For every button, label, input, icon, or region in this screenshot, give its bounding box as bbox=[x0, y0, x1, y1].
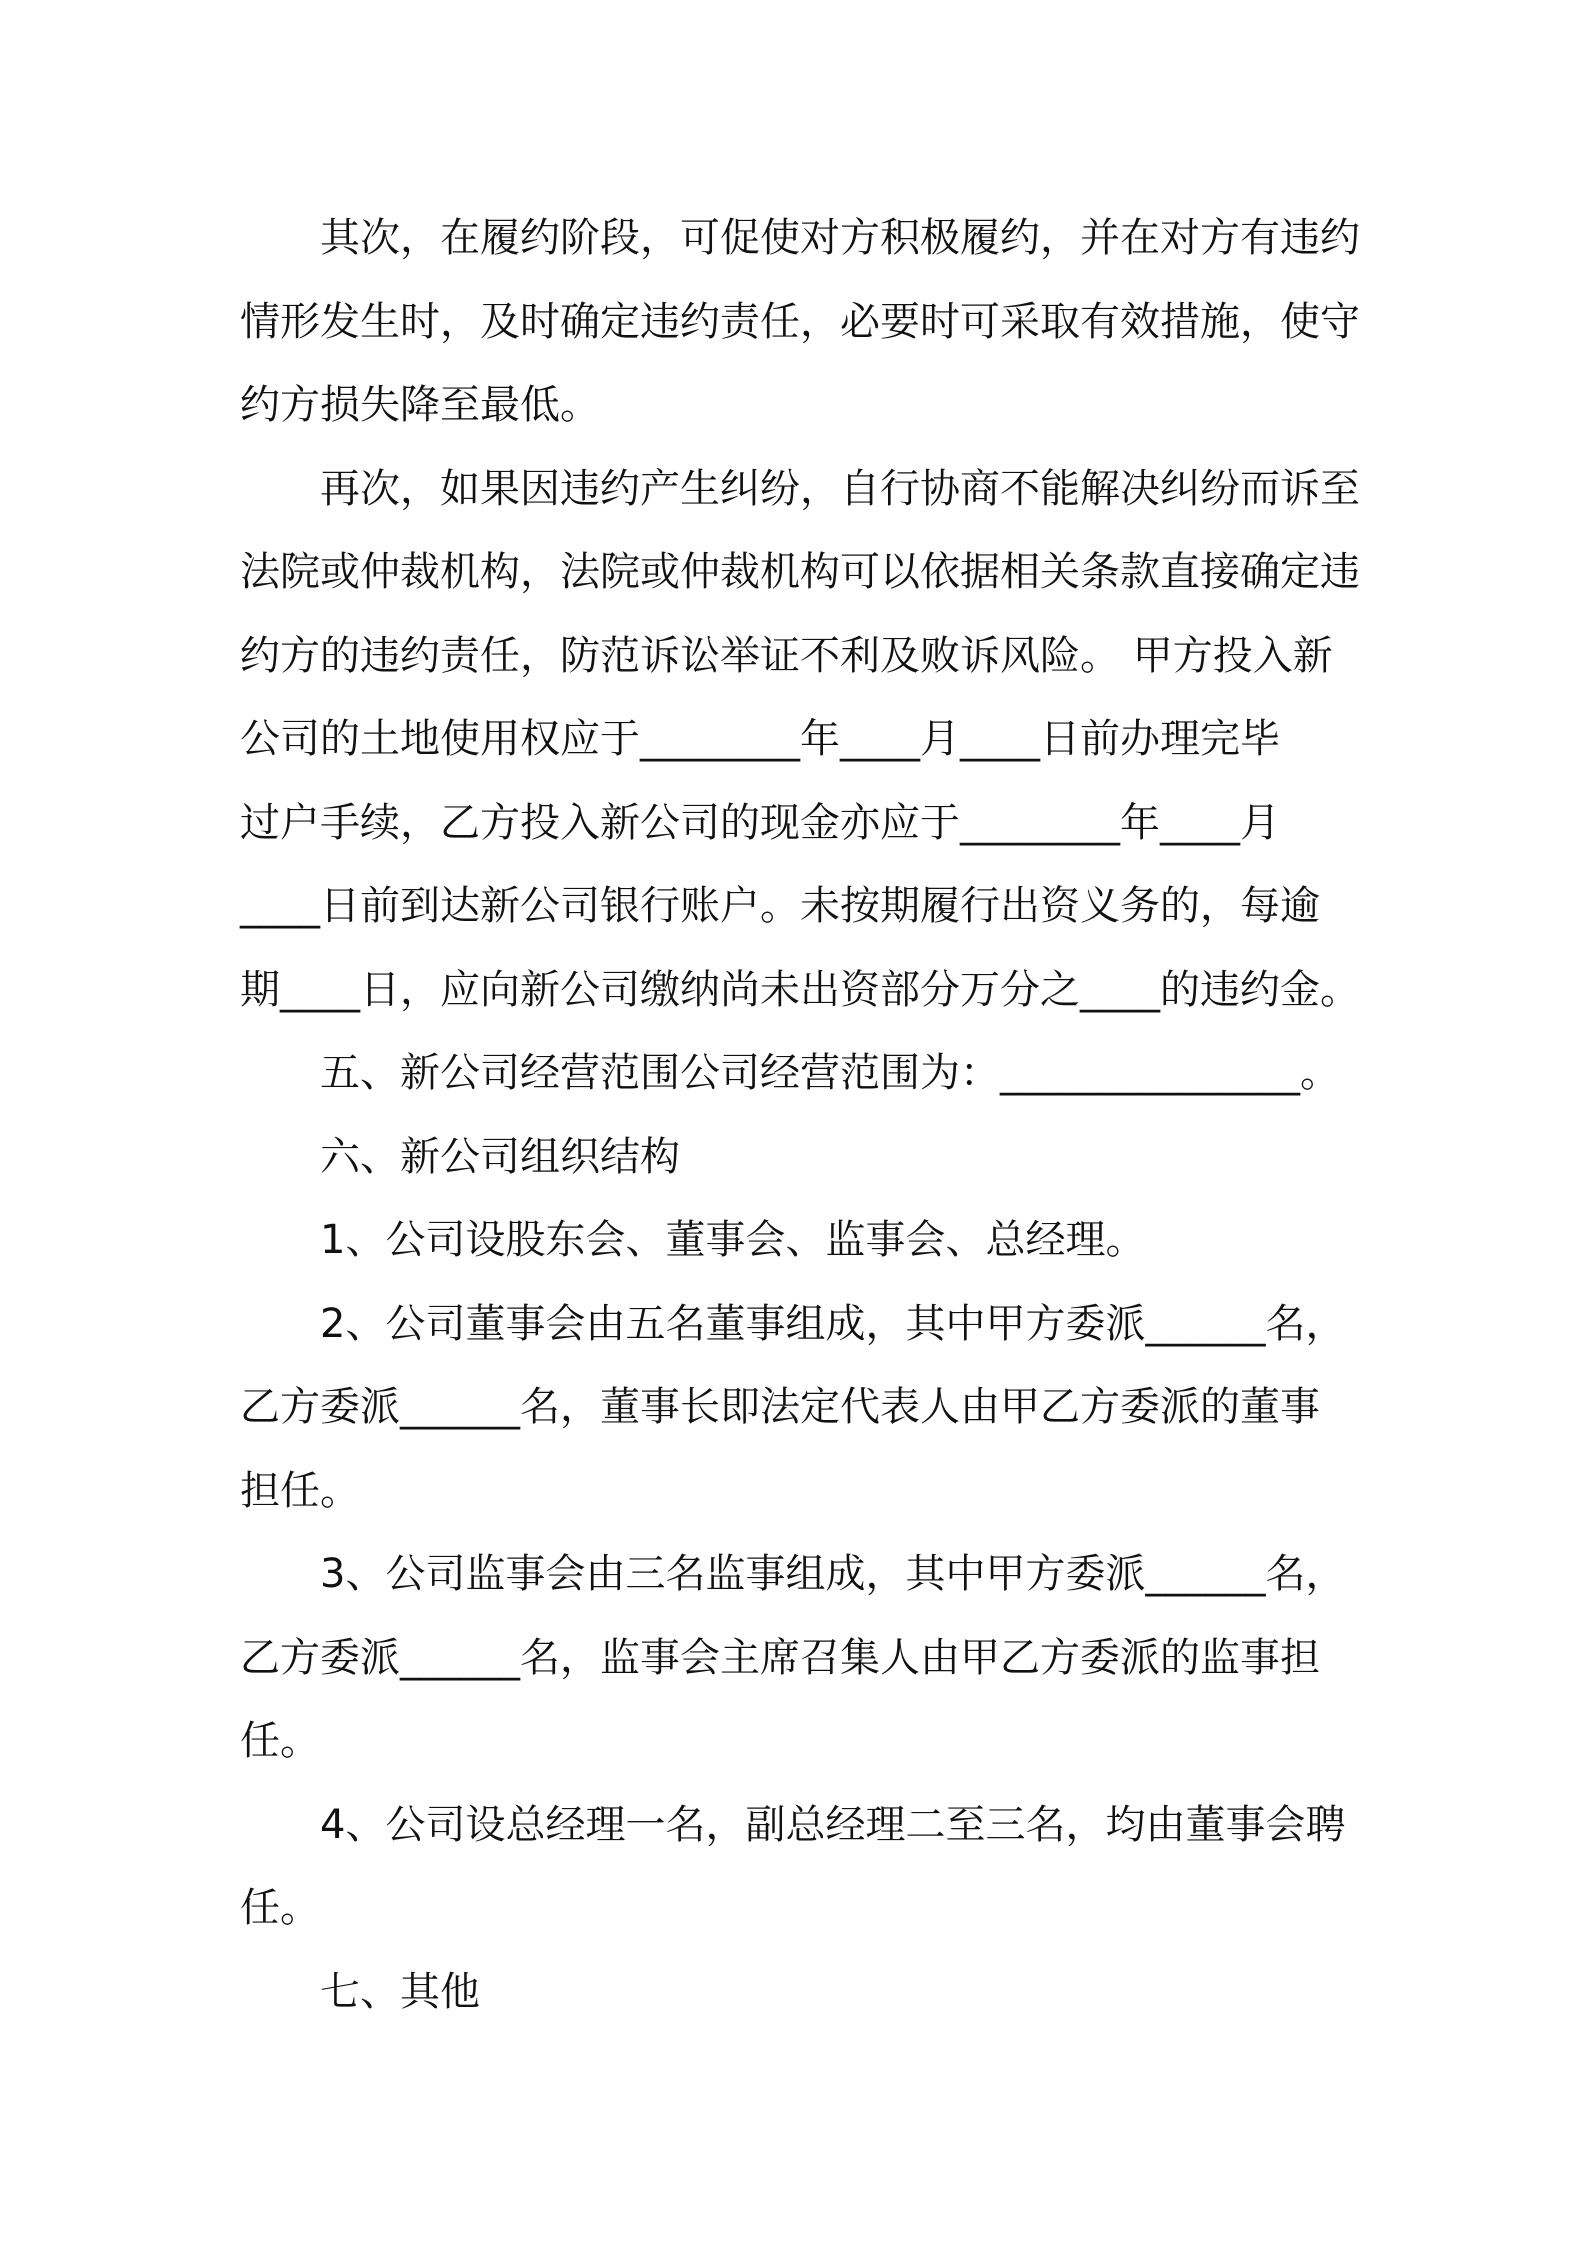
text-line: 3、公司监事会由三名监事组成，其中甲方委派______名， bbox=[320, 1551, 1346, 1597]
text-line: 其次，在履约阶段，可促使对方积极履约，并在对方有违约 bbox=[320, 215, 1360, 261]
section-heading-business-scope bbox=[240, 1032, 1355, 1116]
text-line: 情形发生时，及时确定违约责任，必要时可采取有效措施，使守 bbox=[240, 298, 1360, 345]
clause-3 bbox=[240, 1533, 1355, 1784]
text-line: 法院或仲裁机构，法院或仲裁机构可以依据相关条款直接确定违 bbox=[240, 549, 1360, 595]
text-line: ____日前到达新公司银行账户。未按期履行出资义务的，每逾 bbox=[240, 883, 1320, 929]
text-line: 七、其他 bbox=[320, 1968, 480, 2015]
text-line: 六、新公司组织结构 bbox=[320, 1133, 680, 1180]
text-line: 2、公司董事会由五名董事组成，其中甲方委派______名， bbox=[320, 1300, 1346, 1347]
text-line: 担任。 bbox=[240, 1467, 360, 1514]
text-line: 期____日，应向新公司缴纳尚未出资部分万分之____的违约金。 bbox=[240, 966, 1360, 1013]
clause-2 bbox=[240, 1283, 1355, 1534]
text-line: 乙方委派______名，监事会主席召集人由甲乙方委派的监事担 bbox=[240, 1634, 1320, 1681]
text-line: 1、公司设股东会、董事会、监事会、总经理。 bbox=[320, 1217, 1146, 1263]
paragraph-dispute-and-capital-contribution bbox=[240, 448, 1360, 1033]
text-line: 过户手续，乙方投入新公司的现金亦应于________年____月 bbox=[240, 799, 1280, 846]
document-body bbox=[240, 197, 1360, 2034]
text-line: 再次，如果因违约产生纠纷，自行协商不能解决纠纷而诉至 bbox=[320, 465, 1360, 512]
text-line: 五、新公司经营范围公司经营范围为：_______________。 bbox=[320, 1050, 1340, 1096]
text-line: 乙方委派______名，董事长即法定代表人由甲乙方委派的董事 bbox=[240, 1384, 1320, 1430]
clause-1 bbox=[240, 1199, 1355, 1283]
text-line: 公司的土地使用权应于________年____月____日前办理完毕 bbox=[240, 716, 1280, 762]
section-heading-other bbox=[240, 1951, 1355, 2035]
paragraph-performance-stage bbox=[240, 197, 1360, 448]
text-line: 任。 bbox=[240, 1885, 320, 1931]
clause-4 bbox=[240, 1784, 1355, 1951]
section-heading-organization bbox=[240, 1116, 1355, 1200]
text-line: 约方的违约责任，防范诉讼举证不利及败诉风险。 甲方投入新 bbox=[240, 632, 1333, 679]
text-line: 4、公司设总经理一名，副总经理二至三名，均由董事会聘 bbox=[320, 1801, 1346, 1848]
text-line: 任。 bbox=[240, 1718, 320, 1764]
text-line: 约方损失降至最低。 bbox=[240, 382, 600, 428]
